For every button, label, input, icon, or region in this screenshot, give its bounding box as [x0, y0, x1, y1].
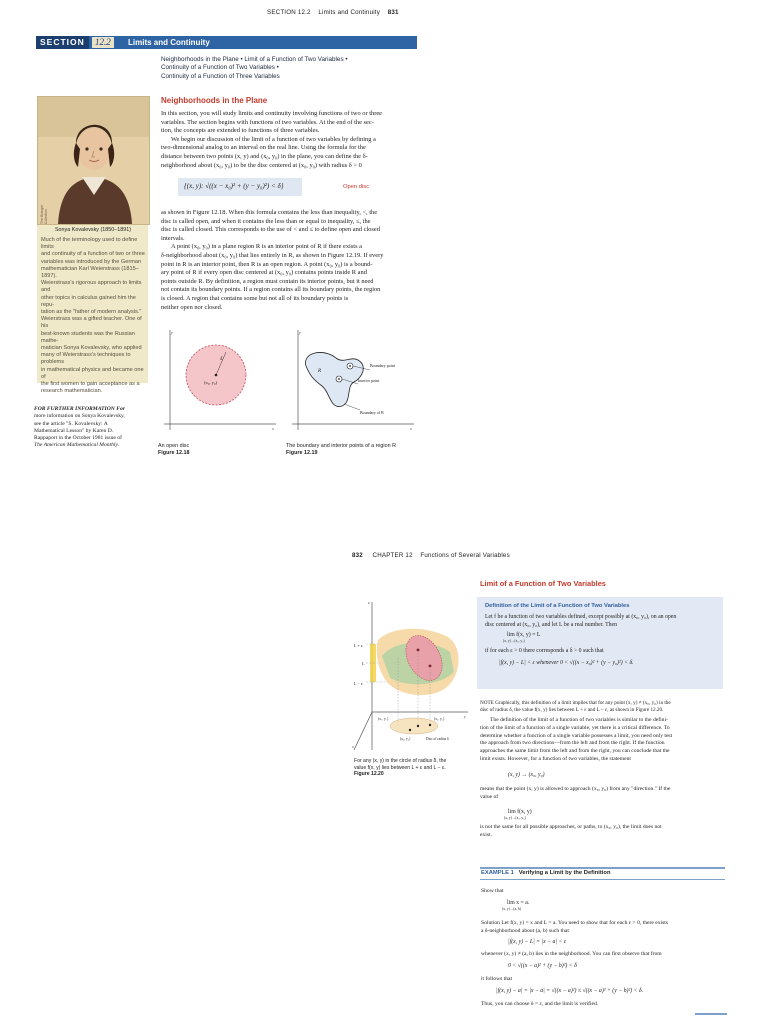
L-plus-label: L + ε [354, 643, 363, 648]
section-label: SECTION [36, 36, 89, 49]
further-info-line: see the article "S. Kovalevsky: A [34, 420, 108, 427]
section-title: Limits and Continuity [128, 38, 210, 47]
axis-x-label: x [410, 426, 412, 431]
axis-y-label: y [464, 714, 466, 719]
sidebar-line: Weierstrass's rigorous approach to limits and [41, 280, 142, 294]
portrait-credit: The Granger Collection [40, 204, 48, 224]
region-R-label: R [318, 369, 322, 374]
text-line: neighborhood about (x₀, y₀) to be the disc centered at (x₀, y₀) with radius δ > 0 [161, 161, 362, 169]
text-line: disc is called closed. This corresponds to the use of < and ≤ to define open and closed [161, 226, 380, 234]
further-information [34, 406, 150, 450]
domain-point [409, 729, 411, 731]
text-line: two-dimensional analog to an interval on the real line. Using the formula for the [161, 144, 366, 152]
topics-list [161, 56, 348, 81]
x-axis [354, 712, 372, 750]
point-0-label: (x₀, y₀) [400, 737, 411, 741]
section-bar [36, 36, 417, 49]
sidebar-line: the first women to gain acceptance as a [41, 381, 140, 388]
disc-label: Disc of radius δ [426, 737, 449, 741]
region-leader [344, 404, 360, 410]
text-line: We begin our discussion of the limit of a function of two variables by defining a [171, 135, 376, 143]
further-info-line: more information on Sonya Kovalevsky, [34, 413, 125, 420]
caption-text: An open disc [158, 443, 190, 449]
further-info-line: Mathematical Lesson" by Karen D. [34, 427, 114, 434]
axis-y-label: y [299, 330, 301, 335]
running-header [352, 552, 572, 559]
solution-equation-3: |f(x, y) − a| = |x − a| = √((x − a)²) ≤ √((x − a)² + (y − b)²) < δ. [496, 988, 644, 994]
further-info-line: The American Mathematical Monthly. [34, 442, 120, 449]
sidebar-line: Weierstrass was a gifted teacher. One of his [41, 316, 142, 330]
note-line: disc of radius δ, the value f(x, y) lies between L + ε and L − ε, as shown in Figure 12.20. [480, 706, 664, 713]
topic-line: Continuity of a Function of Two Variables • [161, 64, 279, 72]
point-1-label: (x₁, y₁) [378, 717, 389, 721]
L-minus-label: L − ε [354, 681, 363, 686]
further-info-line: Rappaport in the October 1981 issue of [34, 435, 122, 442]
sidebar-line: Much of the terminology used to define limits [41, 237, 138, 251]
solution-equation-1: |f(x, y) − L| = |x − a| < ε [508, 939, 567, 945]
axis-z-label: z [368, 600, 370, 605]
figure-12-19-caption [286, 443, 396, 457]
example-rule [480, 867, 725, 869]
solution-text [481, 920, 726, 936]
header-chapter: CHAPTER 12 [372, 552, 413, 559]
domain-disc [390, 718, 438, 734]
equation-box [178, 178, 302, 196]
sidebar-line: and continuity of a function of two or three [41, 251, 145, 258]
limit-expression-sub: (x, y)→(x₀, y₀) [504, 816, 526, 820]
text-line: δ-neighborhood about (x₀, y₀) that lies entirely in R, as shown in Figure 12.19. If every [161, 251, 384, 259]
text-line: ary point of R if every open disc centered at (x₀, y₀) contains points inside R and [161, 269, 367, 277]
definition-text [485, 614, 719, 630]
sidebar-line: in mathematical physics and became one of [41, 366, 144, 380]
section-number: 12.2 [92, 37, 114, 48]
body-paragraph [480, 717, 725, 764]
text-line: In this section, you will study limits and continuity involving functions of two or three [161, 110, 382, 117]
example-rule-bottom [480, 879, 725, 880]
interior-label: Interior point [358, 378, 380, 383]
biography-sidebar [37, 225, 148, 395]
text-line: A point (x₀, y₀) in a plane region R is an interior point of R if there exists a [171, 243, 362, 251]
text-line: is not the same for all possible approaches, or paths, to (x₀, y₀), the limit does not [480, 824, 662, 830]
caption-text: The boundary and interior points of a region R [286, 443, 396, 449]
region-label: Boundary of R [360, 410, 384, 415]
disc-equation: {(x, y): √((x − x₀)² + (y − y₀)²) < δ} [184, 182, 284, 190]
axis-x-label: x [352, 744, 354, 749]
text-line: tion, the concepts are extended to functions of three variables. [161, 127, 320, 135]
text-line: means that the point (x, y) is allowed to approach (x₀, y₀) from any "direction." If the [480, 786, 671, 792]
domain-point [417, 725, 419, 727]
equation-note: Open disc [343, 184, 370, 190]
figure-12-19-region [284, 326, 418, 438]
end-rule [695, 1013, 727, 1015]
figure-label: Figure 12.19 [286, 450, 318, 456]
figure-12-20-caption [354, 758, 474, 778]
sidebar-line: other topics in calculus gained him the repu- [41, 294, 136, 308]
portrait-image [37, 96, 150, 225]
conclusion-text: Thus, you can choose δ = ε, and the limit is verified. [481, 1001, 599, 1007]
page-number: 832 [352, 552, 363, 559]
L-label: L [362, 661, 365, 666]
portrait-caption: Sonya Kovalevsky (1850–1891) [54, 227, 132, 233]
section-heading: Limit of a Function of Two Variables [480, 579, 606, 588]
example-limit-sub: (x, y)→(a, b) [502, 907, 521, 911]
solution-paragraph: whenever (x, y) ≠ (a, b) lies in the neighborhood. You can first observe that from [481, 951, 662, 957]
body-paragraph [161, 209, 416, 312]
header-title: Limits and Continuity [318, 9, 380, 16]
example-title: Verifying a Limit by the Definition [518, 870, 611, 876]
text-line: value of [480, 793, 499, 800]
point-2-label: (x₂, y₂) [434, 717, 445, 721]
boundary-point [349, 365, 351, 367]
sidebar-line: variables was introduced by the German [41, 258, 142, 265]
region-R [306, 352, 364, 406]
figure-12-20-limit-surface [350, 600, 472, 758]
center-label: (x₀, y₀) [204, 380, 218, 385]
text-line: point in R is an interior point, then R is an open region. A point (x₀, y₀) is a bound- [161, 260, 373, 268]
example-heading [481, 870, 611, 876]
sidebar-line: best-known students was the Russian mathe- [41, 330, 135, 344]
intro-paragraph [161, 110, 416, 170]
section-heading: Neighborhoods in the Plane [161, 96, 268, 105]
caption-text: value f(x, y) lies between L + ε and L − ε. [354, 764, 446, 771]
text-line: variables. The section begins with functions of two variables. At the end of the sec- [161, 118, 374, 126]
text-line: as shown in Figure 12.18. When this formula contains the less than inequality, <, the [161, 209, 378, 216]
sidebar-line: research mathematician. [41, 388, 103, 395]
sidebar-text [41, 237, 145, 395]
text-line: the approach from two directions—from the left and from the right. If the function [480, 740, 665, 747]
sidebar-line: many of Weierstrass's techniques to problems [41, 352, 131, 366]
solution-line: Solution Let f(x, y) = x and L = a. You need to show that for each ε > 0, there exists [481, 920, 668, 926]
page-number: 831 [387, 9, 399, 16]
definition-if: if for each ε > 0 there corresponds a δ > 0 such that [485, 648, 604, 654]
definition-title: Definition of the Limit of a Function of Two Variables [485, 603, 630, 609]
text-line: determine whether a function of a single variable possesses a limit, you need only test [480, 732, 673, 739]
note-line: NOTE Graphically, this definition of a limit implies that for any point (x, y) ≠ (x₀, y₀) in the [480, 700, 671, 706]
text-line: The definition of the limit of a function of two variables is similar to the defini- [490, 717, 668, 723]
axis-y-label: y [171, 330, 173, 335]
body-paragraph [480, 824, 725, 840]
text-line: is closed. A region that contains some but not all of its boundary points is [161, 294, 349, 302]
solution-line: a δ-neighborhood about (a, b) such that [481, 927, 569, 934]
figure-label: Figure 12.20 [354, 771, 384, 778]
interior-point [338, 378, 340, 380]
limit-expression: lim f(x, y) [508, 809, 532, 815]
text-line: tion of the limit of a function of a single variable, yet there is a critical difference. To [480, 724, 670, 731]
header-title: Functions of Several Variables [420, 552, 510, 559]
definition-limit: lim f(x, y) = L [507, 632, 541, 638]
axis-x-label: x [272, 426, 274, 431]
sidebar-line: matician Sonya Kovalevsky, who applied [41, 345, 142, 352]
text-line: points outside R. By definition, a region must contain its interior points, but it need [161, 277, 374, 285]
domain-point [429, 724, 431, 726]
sidebar-line: mathematician Karl Weierstrass (1815–1897). [41, 265, 139, 280]
portrait-illustration [38, 97, 149, 224]
definition-limit-sub: (x, y)→(x₀, y₀) [503, 639, 525, 643]
body-paragraph [480, 786, 725, 802]
definition-line: Let f be a function of two variables defined, except possibly at (x₀, y₀), on an open [485, 614, 677, 620]
further-info-line: FOR FURTHER INFORMATION For [34, 406, 125, 412]
text-line: distance between two points (x, y) and (x₀, y₀) in the plane, you can define the δ- [161, 152, 368, 160]
topic-line: Continuity of a Function of Three Variables [161, 72, 280, 80]
text-line: not contain its boundary points. If a region contains all its boundary points, the region [161, 286, 381, 294]
delta-label: δ [220, 357, 223, 362]
figure-12-18-caption [158, 443, 189, 457]
page-832 [0, 540, 768, 1024]
example-label: EXAMPLE 1 [481, 870, 514, 876]
figure-label: Figure 12.18 [158, 450, 190, 456]
figure-12-18-open-disc [158, 326, 280, 438]
follows-text: it follows that [481, 976, 513, 982]
approach-expression: (x, y) → (x₀, y₀) [508, 772, 545, 778]
example-limit: lim x = a. [507, 900, 530, 906]
caption-text: For any (x, y) in the circle of radius δ, the [354, 758, 447, 764]
text-line: limit exists. However, for a function of two variables, the statement [480, 755, 631, 762]
text-line: disc is called open, and when it contains the less than or equal to inequality, ≤, the [161, 217, 371, 225]
running-header [267, 9, 437, 16]
text-line: approaches the same limit from the left and from the right, you can conclude that the [480, 748, 670, 755]
show-that: Show that [481, 888, 504, 894]
header-section: SECTION 12.2 [267, 9, 311, 16]
text-line: exist. [480, 831, 492, 838]
topic-line: Neighborhoods in the Plane • Limit of a Function of Two Variables • [161, 56, 348, 63]
definition-note [480, 700, 725, 714]
sidebar-line: tation as the "father of modern analysis." [41, 309, 142, 316]
definition-box [477, 597, 723, 689]
text-line: intervals. [161, 234, 185, 242]
definition-inequality: |f(x, y) − L| < ε whenever 0 < √((x − x₀)² + (y − y₀)²) < δ. [499, 660, 634, 666]
boundary-label: Boundary point [370, 363, 395, 368]
definition-line: disc centered at (x₀, y₀), and let L be a real number. Then [485, 621, 618, 628]
solution-equation-2: 0 < √((x − a)² + (y − b)²) < δ [508, 963, 577, 969]
text-line: neither open nor closed. [161, 303, 223, 311]
